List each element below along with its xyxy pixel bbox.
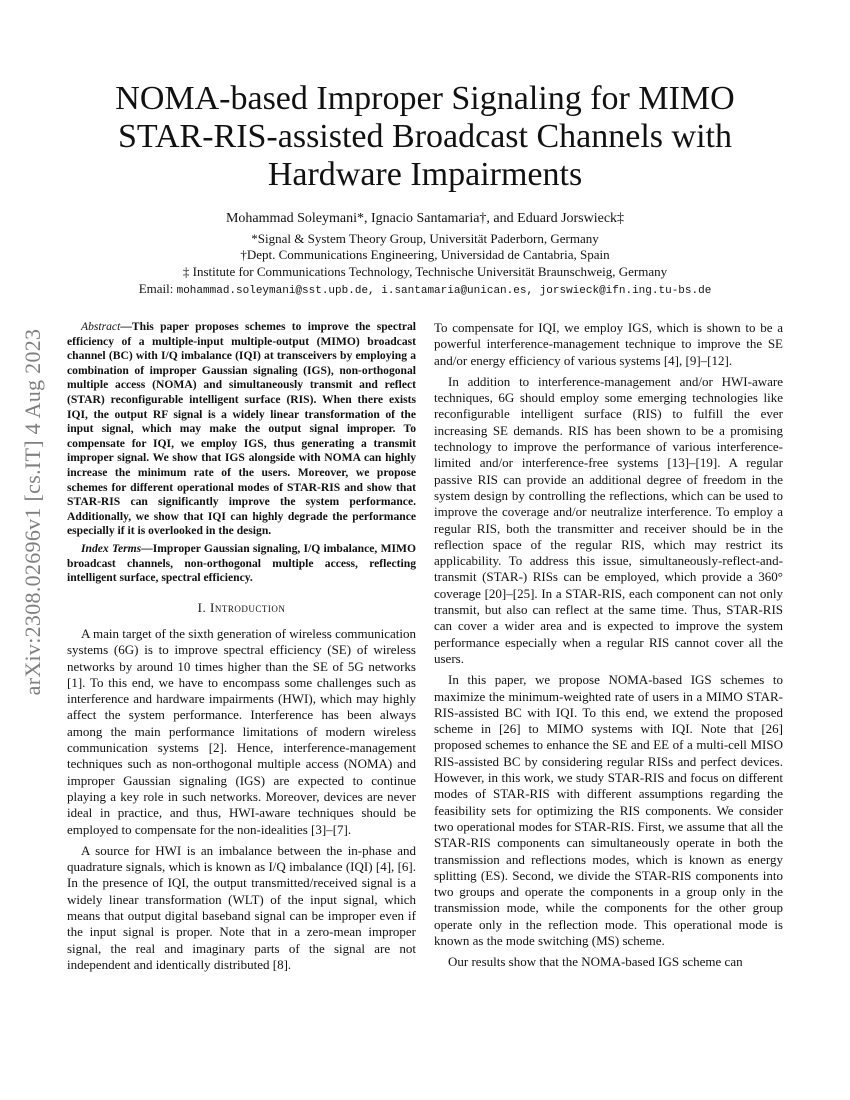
paragraph: In addition to interference-management and/or HWI-aware techniques, 6G should employ some emerging technologies like reconfigurable intelligent surface (RIS) to fulfill the ever increasing SE demands. RIS has been shown to be a promising technology to improve the performance of various interference-limited and/or interference-free systems [13]–[19]. A regular passive RIS can provide an additional degree of freedom in the system design by controlling the reflections, which can be used to improve the coverage and/or neutralize interference. To employ a regular RIS, both the transmitter and receiver should be in the reflection space of the regular RIS, which may restrict its applicability. To address this issue, simultaneously-reflect-and-transmit (STAR-) RISs can be employed, which provide a 360° coverage [20]–[25]. In a STAR-RIS, each component can not only transmit, but also can reflect at the same time. Thus, STAR-RIS can cover a wider area and is expected to improve the system performance especially when a regular RIS cannot cover all the users. xyxy=(434,373,783,666)
affiliation-braunschweig: ‡ Institute for Communications Technology, Technische Universität Braunschweig, Germany xyxy=(182,264,668,279)
abstract-lead: Abstract xyxy=(81,320,121,333)
left-column xyxy=(67,320,416,978)
index-terms-lead: Index Terms xyxy=(81,541,142,555)
paper-title xyxy=(90,80,760,194)
paragraph: In this paper, we propose NOMA-based IGS schemes to maximize the minimum-weighted rate of users in a MIMO STAR-RIS-assisted BC with IQI. To this end, we extend the proposed scheme in [26] to MIMO systems with IQI. Note that [26] proposed schemes to enhance the SE and EE of a multi-cell MISO RIS-assisted BC by considering regular RISs and perfect devices. However, in this work, we study STAR-RIS and focus on different modes of STAR-RIS with different assumptions regarding the feasibility sets for optimizing the RIS components. We consider two operational modes for STAR-RIS. First, we assume that all the STAR-RIS components can simultaneously operate in both the transmission and reflections modes, which is known as energy splitting (ES). Second, we divide the STAR-RIS components into two groups and operate the components in a group only in the transmission mode, while the components for the other group operate only in the reflection mode. This operational mode is known as the mode switching (MS) scheme. xyxy=(434,672,783,948)
right-column xyxy=(434,320,783,976)
paragraph: A main target of the sixth generation of wireless communication systems (6G) is to improve spectral efficiency (SE) of wireless networks by around 10 times higher than the SE of 5G networks [1]. To this end, we have to encompass some challenges such as interference and hardware impairments (HWI), which may highly affect the system performance. Interference has been always among the main performance limitations of modern wireless communication systems [2]. Hence, interference-management techniques such as non-orthogonal multiple access (NOMA) and improper Gaussian signaling (IGS) are expected to continue playing a key role in such networks. Moreover, devices are never ideal in practice, and thus, HWI-aware techniques should be employed to compensate for the non-idealities [3]–[7]. xyxy=(67,625,416,837)
index-terms xyxy=(67,542,416,586)
paragraph: To compensate for IQI, we employ IGS, which is shown to be a powerful interference-management technique to improve the SE and/or energy efficiency of various systems [4], [9]–[12]. xyxy=(434,320,783,368)
title-line: STAR-RIS-assisted Broadcast Channels with xyxy=(118,118,732,155)
arxiv-identifier: arXiv:2308.02696v1 [cs.IT] 4 Aug 2023 xyxy=(20,328,45,696)
section-number: I. xyxy=(197,599,207,615)
section-title: Introduction xyxy=(210,599,286,615)
index-terms-text: —Improper Gaussian signaling, I/Q imbalance, MIMO broadcast channels, non-orthogonal multiple access, reflecting intelligent surface, spectral efficiency. xyxy=(67,541,416,585)
email-addresses: mohammad.soleymani@sst.upb.de, i.santamaria@unican.es, jorswieck@ifn.ing.tu-bs.de xyxy=(176,285,712,297)
title-line: Hardware Impairments xyxy=(267,156,583,193)
abstract-text: —This paper proposes schemes to improve the spectral efficiency of a multiple-input multiple-output (MIMO) broadcast channel (BC) with I/Q imbalance (IQI) at transceivers by employing a combination of improper Gaussian signaling (IGS), non-orthogonal multiple access (NOMA) and simultaneously transmit and reflect (STAR) reconfigurable intelligent surface (RIS). When there exists IQI, the output RF signal is a widely linear transformation of the input signal, which may make the output signal improper. To compensate for IQI, we employ IGS, thus generating a transmit improper signal. We show that IGS alongside with NOMA can highly increase the minimum rate of the users. Moreover, we propose schemes for different operational modes of STAR-RIS and show that STAR-RIS can significantly improve the system performance. Additionally, we show that IQI can highly degrade the performance especially if it is overlooked in the design. xyxy=(67,320,416,538)
section-heading xyxy=(67,600,416,616)
paragraph: Our results show that the NOMA-based IGS scheme can xyxy=(448,954,743,970)
affiliation-paderborn: *Signal & System Theory Group, Universität Paderborn, Germany xyxy=(251,231,599,246)
affiliation-cantabria: †Dept. Communications Engineering, Universidad de Cantabria, Spain xyxy=(240,247,610,262)
title-line: NOMA-based Improper Signaling for MIMO xyxy=(115,80,735,117)
email-line xyxy=(90,281,760,299)
author-list: Mohammad Soleymani*, Ignacio Santamaria†, and Eduard Jorswieck‡ xyxy=(225,211,625,226)
paragraph: A source for HWI is an imbalance between the in-phase and quadrature signals, which is known as I/Q imbalance (IQI) [4], [6]. In the presence of IQI, the output transmitted/received signal is a widely linear transformation (WLT) of the input signal, which means that output digital baseband signal can be improper even if the input signal is proper. Note that in a zero-mean improper signal, the real and imaginary parts of the signal are not independent and identically distributed [8]. xyxy=(67,842,416,972)
email-label: Email: xyxy=(138,281,174,296)
abstract xyxy=(67,320,416,539)
